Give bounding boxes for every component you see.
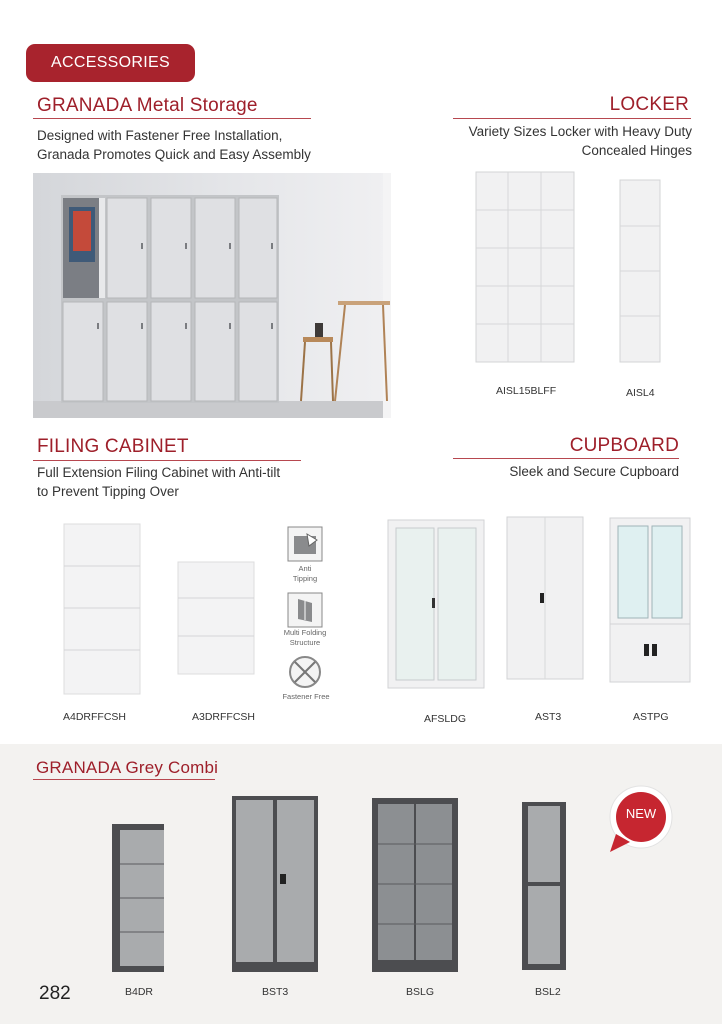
locker-title-rule bbox=[453, 118, 691, 119]
product-code-aisl4: AISL4 bbox=[626, 387, 655, 399]
grey-combi-bslg-image bbox=[368, 796, 462, 974]
cupboard-astpg-image bbox=[606, 514, 694, 686]
anti-tipping-icon bbox=[287, 526, 323, 562]
filing-desc-line: Full Extension Filing Cabinet with Anti-tilt bbox=[37, 465, 281, 480]
locker-description bbox=[469, 122, 692, 160]
new-badge-label: NEW bbox=[625, 806, 657, 821]
feature-label-line: Fastener Free bbox=[282, 692, 330, 701]
product-code-bsl2: BSL2 bbox=[535, 986, 561, 998]
filing-description bbox=[37, 463, 280, 501]
feature-label-line: Tipping bbox=[292, 574, 318, 583]
filing-section-title: FILING CABINET bbox=[37, 436, 189, 457]
granada-desc-line: Designed with Fastener Free Installation, bbox=[37, 128, 283, 143]
locker-aisl4-image bbox=[614, 176, 666, 366]
accessories-badge: ACCESSORIES bbox=[26, 44, 195, 82]
granada-photo-illustration bbox=[33, 173, 391, 418]
feature-label-line: Structure bbox=[289, 638, 321, 647]
grey-combi-bsl2-image bbox=[518, 800, 570, 972]
locker-desc-line: Concealed Hinges bbox=[581, 143, 692, 158]
multi-folding-icon bbox=[287, 592, 323, 628]
filing-a3drffcsh-image bbox=[172, 556, 262, 680]
grey-combi-b4dr-image bbox=[108, 822, 168, 974]
product-code-ast3: AST3 bbox=[535, 711, 562, 723]
product-code-b4dr: B4DR bbox=[125, 986, 154, 998]
granada-storage-photo bbox=[33, 173, 391, 418]
product-code-afsldg: AFSLDG bbox=[424, 713, 467, 725]
grey-combi-title-rule bbox=[33, 779, 215, 780]
feature-label-line: Anti bbox=[298, 564, 312, 573]
filing-a4drffcsh-image bbox=[58, 518, 148, 698]
filing-desc-line: to Prevent Tipping Over bbox=[37, 484, 179, 499]
feature-label-line: Multi Folding bbox=[283, 628, 327, 637]
granada-description bbox=[37, 126, 311, 164]
cupboard-section-title: CUPBOARD bbox=[569, 435, 679, 456]
locker-desc-line: Variety Sizes Locker with Heavy Duty bbox=[468, 124, 692, 139]
feature-label-multi-folding bbox=[278, 628, 332, 648]
product-code-aisl15blff: AISL15BLFF bbox=[496, 385, 557, 397]
locker-section-title: LOCKER bbox=[609, 94, 689, 115]
fastener-free-icon bbox=[287, 654, 323, 690]
page-number: 282 bbox=[39, 983, 71, 1004]
product-code-bst3: BST3 bbox=[262, 986, 289, 998]
cupboard-title-rule bbox=[453, 458, 679, 459]
granada-section-title: GRANADA Metal Storage bbox=[37, 95, 258, 116]
product-code-a3drffcsh: A3DRFFCSH bbox=[192, 711, 256, 723]
locker-aisl15blff-image bbox=[470, 168, 580, 368]
product-code-astpg: ASTPG bbox=[633, 711, 669, 723]
cupboard-afsldg-image bbox=[384, 516, 488, 692]
granada-desc-line: Granada Promotes Quick and Easy Assembly bbox=[37, 147, 311, 162]
cupboard-ast3-image bbox=[503, 513, 587, 683]
grey-combi-bst3-image bbox=[228, 794, 322, 974]
feature-label-fastener-free bbox=[278, 692, 334, 702]
product-code-bslg: BSLG bbox=[406, 986, 435, 998]
granada-title-rule bbox=[33, 118, 311, 119]
feature-label-anti-tipping bbox=[282, 564, 328, 584]
grey-combi-section-title: GRANADA Grey Combi bbox=[36, 758, 219, 777]
filing-title-rule bbox=[33, 460, 301, 461]
cupboard-description: Sleek and Secure Cupboard bbox=[509, 464, 679, 479]
product-code-a4drffcsh: A4DRFFCSH bbox=[63, 711, 127, 723]
